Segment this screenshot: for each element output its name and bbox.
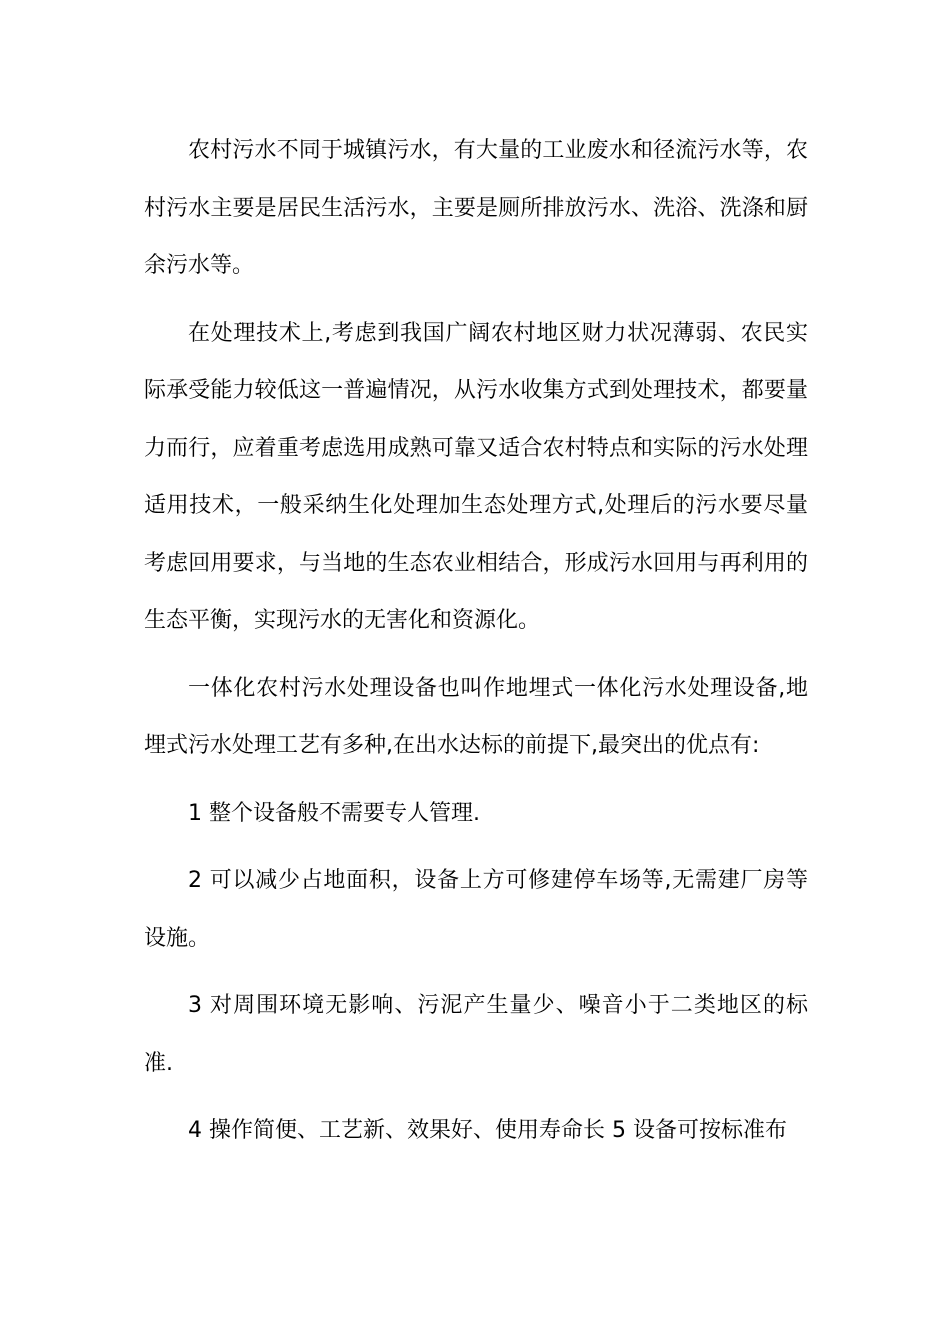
list-item-advantage-4: 4 操作简便、工艺新、效果好、使用寿命长 5 设备可按标准布 [188,1118,787,1143]
paragraph-treatment-technology: 在处理技术上,考虑到我国广阔农村地区财力状况薄弱、农民实际承受能力较低这一普遍情况，从污水收集方式到处理技术，都要量力而行，应着重考虑选用成熟可靠又适合农村特点和实际的污水处理适用技术，一般采纳生化处理加生态处理方式,处理后的污水要尽量考虑回用要求，与当地的生态农业相结合，形成污水回用与再利用的生态平衡，实现污水的无害化和资源化。 [144,320,808,633]
list-item-advantage-2: 2 可以减少占地面积，设备上方可修建停车场等,无需建厂房等设施。 [144,868,808,951]
paragraph-integrated-equipment: 一体化农村污水处理设备也叫作地埋式一体化污水处理设备,地埋式污水处理工艺有多种,在出水达标的前提下,最突出的优点有: [144,675,808,758]
list-item-advantage-1: 1 整个设备般不需要专人管理. [188,800,480,826]
document-body [144,122,808,1170]
list-item-advantage-3: 3 对周围环境无影响、污泥产生量少、噪音小于二类地区的标准. [144,993,808,1076]
paragraph-rural-sewage-intro: 农村污水不同于城镇污水，有大量的工业废水和径流污水等，农村污水主要是居民生活污水，主要是厕所排放污水、洗浴、洗涤和厨余污水等。 [144,138,808,278]
